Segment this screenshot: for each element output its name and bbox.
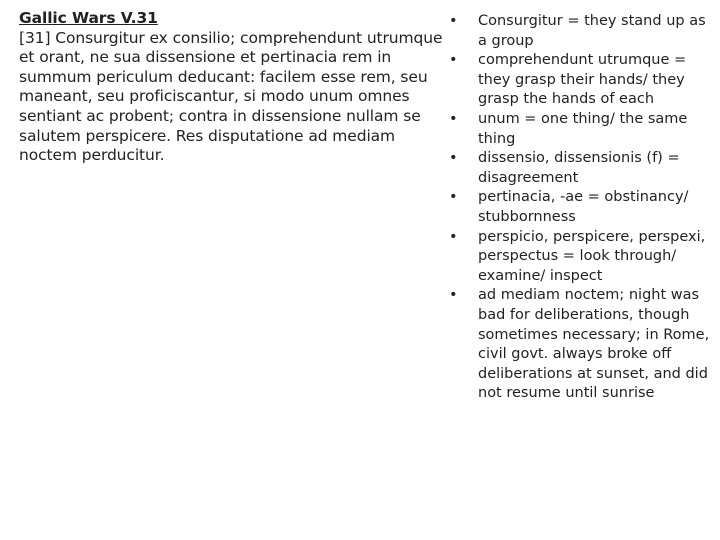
bullet-icon: • <box>449 228 458 245</box>
bullet-icon: • <box>449 110 458 127</box>
note-text: comprehendunt utrumque = they grasp their hands/ they grasp the hands of each <box>478 52 687 108</box>
bullet-icon: • <box>449 52 458 69</box>
passage-text: [31] Consurgitur ex consilio; comprehendunt utrumque et orant, ne sua dissensione et pertinacia rem in summum periculum deducant: facilem esse rem, seu maneant, seu proficiscantur, si modo unum omnes sentiant ac probent; contra in dissensione nullam se salutem perspicere. Res disputatione ad mediam noctem perducitur. <box>19 28 443 165</box>
note-item <box>446 149 718 188</box>
note-item <box>446 228 718 287</box>
bullet-icon: • <box>449 189 458 206</box>
passage-title: Gallic Wars V.31 <box>19 9 158 27</box>
note-text: ad mediam noctem; night was bad for deliberations, though sometimes necessary; in Rome, civil govt. always broke off deliberations at sunset, and did not resume until sunrise <box>478 287 710 402</box>
note-item <box>446 286 718 404</box>
note-item <box>446 110 718 149</box>
note-text: Consurgitur = they stand up as a group <box>478 13 706 49</box>
note-text: unum = one thing/ the same thing <box>478 110 688 147</box>
bullet-icon: • <box>449 13 458 29</box>
bullet-icon: • <box>449 287 458 304</box>
note-item <box>446 188 718 227</box>
vocabulary-notes <box>446 12 718 404</box>
note-item <box>446 12 718 51</box>
note-text: perspicio, perspicere, perspexi, perspectus = look through/ examine/ inspect <box>478 228 706 284</box>
note-text: pertinacia, -ae = obstinancy/ stubbornness <box>478 189 689 225</box>
note-item <box>446 51 718 110</box>
note-text: dissensio, dissensionis (f) = disagreement <box>478 150 680 186</box>
latin-passage <box>19 9 447 166</box>
bullet-icon: • <box>449 150 458 167</box>
